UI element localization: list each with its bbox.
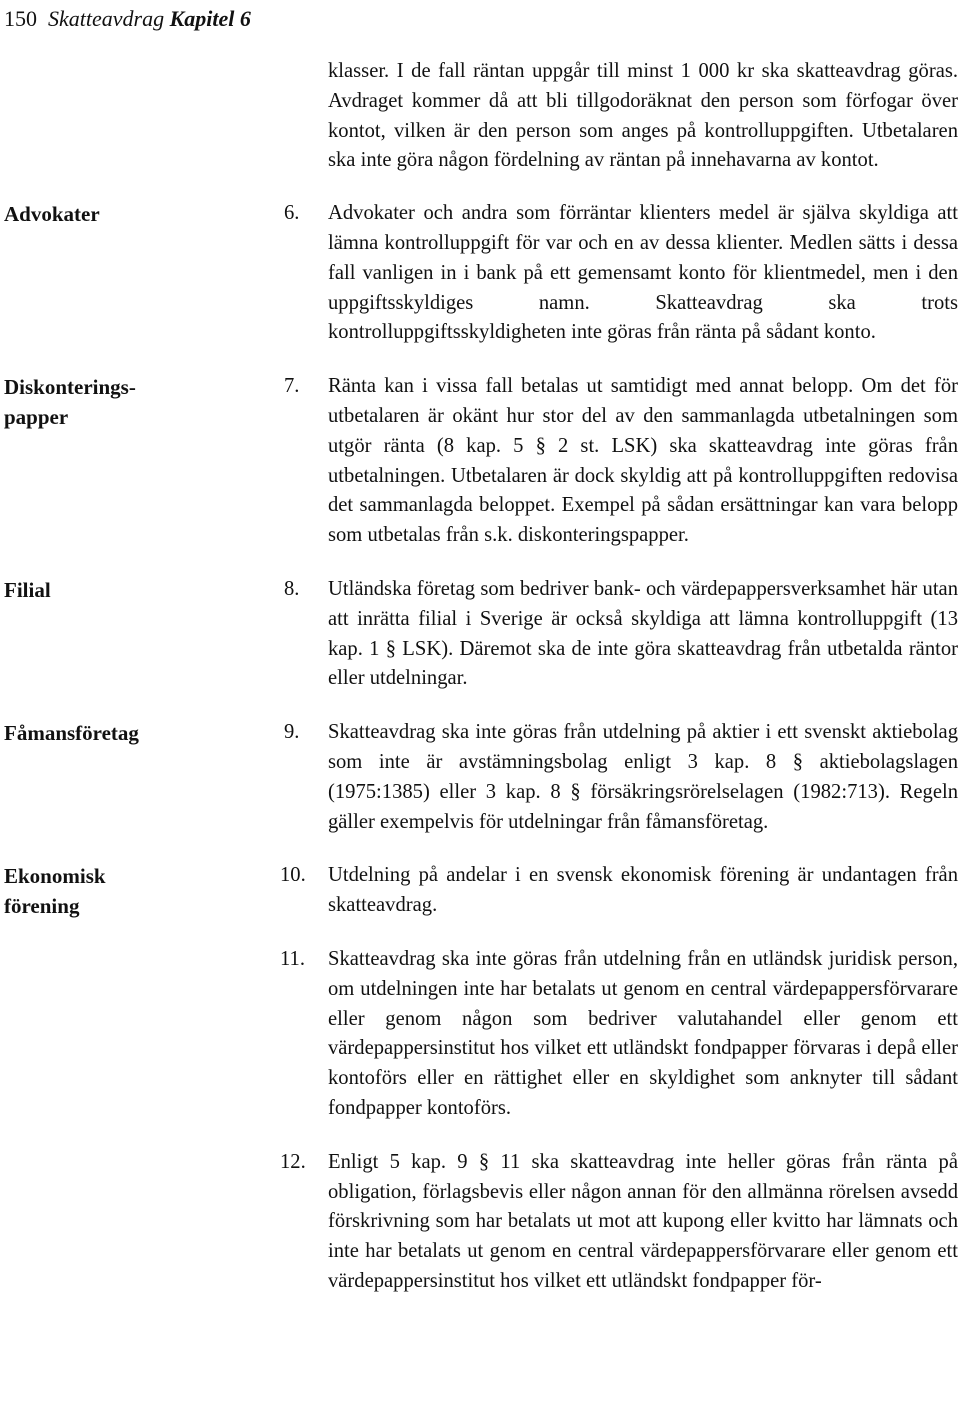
paragraph-number: 9. bbox=[284, 721, 300, 744]
section-famansforetag bbox=[0, 718, 960, 837]
section-ekonomisk-forening bbox=[0, 861, 960, 921]
paragraph-text: Utländska företag som bedriver bank- och värdepappersverksamhet här utan att inrätta filial i Sverige är också skyldiga att lämna kontrolluppgift (13 kap. 1 § LSK). Däremot ska de inte göra skatteavdrag från utbetalda räntor eller utdelningar. bbox=[328, 577, 958, 690]
margin-heading: Diskonterings- papper bbox=[4, 375, 136, 430]
chapter-title: Kapitel 6 bbox=[169, 6, 251, 31]
paragraph-text: Utdelning på andelar i en svensk ekonomisk förening är undantagen från skatteavdrag. bbox=[328, 864, 958, 917]
page-number: 150 bbox=[4, 6, 37, 31]
margin-heading: Ekonomisk förening bbox=[4, 864, 106, 919]
section-diskonteringspapper bbox=[0, 372, 960, 551]
paragraph-text: Skatteavdrag ska inte göras från utdelning från en utländsk juridisk person, om utdelningen inte har betalats ut genom en central värdepappersförvarare eller genom någon som bedriver valutahandel eller genom ett värdepappersinstitut hos vilket ett utländskt fondpapper förvaras i depå eller kontoförs eller en rättighet eller en skyldighet som anknyter till sådant fondpapper kontoförs. bbox=[328, 947, 958, 1119]
intro-paragraph: klasser. I de fall räntan uppgår till minst 1 000 kr ska skatteavdrag göras. Avdraget kommer då att bli tillgodoräknat den person som förfogar över kontot, vilken är den person som anges på kontrolluppgiften. Utbetalaren ska inte göra någon fördelning av räntan på innehavarna av kontot. bbox=[328, 60, 958, 172]
margin-heading: Fåmansföretag bbox=[4, 721, 139, 746]
paragraph-number: 11. bbox=[280, 947, 305, 970]
paragraph-number: 6. bbox=[284, 202, 300, 225]
section-filial bbox=[0, 575, 960, 694]
margin-heading: Advokater bbox=[4, 202, 100, 227]
book-title: Skatteavdrag bbox=[48, 6, 165, 31]
section-obligation bbox=[0, 1148, 960, 1297]
paragraph-text: Enligt 5 kap. 9 § 11 ska skatteavdrag inte heller göras från ränta på obligation, förlagsbevis eller någon annan för den allmänna rörelsen avsedd förskrivning som har betalats ut mot att kupong eller kvitto har lämnats och inte har betalats ut genom en central värdepappersförvarare eller genom ett värdepappersinstitut hos vilket ett utländskt fondpapper för- bbox=[328, 1150, 958, 1292]
margin-heading: Filial bbox=[4, 577, 51, 602]
section-advokater bbox=[0, 199, 960, 348]
section-utlandsk-utdelning bbox=[0, 945, 960, 1124]
paragraph-text: Ränta kan i vissa fall betalas ut samtidigt med annat belopp. Om det för utbetalaren är okänt hur stor del av den sammanlagda utbetalningen som utgör ränta (8 kap. 5 § 2 st. LSK) ska skatteavdrag inte göras från utbetalningen. Utbetalaren är dock skyldig att på kontrolluppgiften redovisa det sammanlagda beloppet. Exempel på sådan ersättningar kan vara belopp som utbetalas från s.k. diskonteringspapper. bbox=[328, 375, 958, 547]
page-body bbox=[0, 57, 960, 1297]
page-header bbox=[4, 4, 251, 34]
paragraph-number: 8. bbox=[284, 577, 300, 600]
paragraph-text: Advokater och andra som förräntar klienters medel är själva skyldiga att lämna kontrolluppgift för var och en av dessa klienter. Medlen sätts i dessa fall vanligen in i bank på ett gemensamt konto för klientmedel, men i den uppgiftsskyldiges namn. Skatteavdrag ska trots kontrolluppgiftsskyldigheten inte göras från ränta på sådant konto. bbox=[328, 202, 958, 344]
paragraph-number: 10. bbox=[280, 864, 306, 887]
paragraph-number: 7. bbox=[284, 375, 300, 398]
paragraph-text: Skatteavdrag ska inte göras från utdelning på aktier i ett svenskt aktiebolag som inte är avstämningsbolag enligt 3 kap. 8 § aktiebolagslagen (1975:1385) eller 3 kap. 8 § försäkringsrörelselagen (1982:713). Regeln gäller exempelvis för utdelningar från fåmansföretag. bbox=[328, 721, 958, 833]
paragraph-number: 12. bbox=[280, 1150, 306, 1173]
